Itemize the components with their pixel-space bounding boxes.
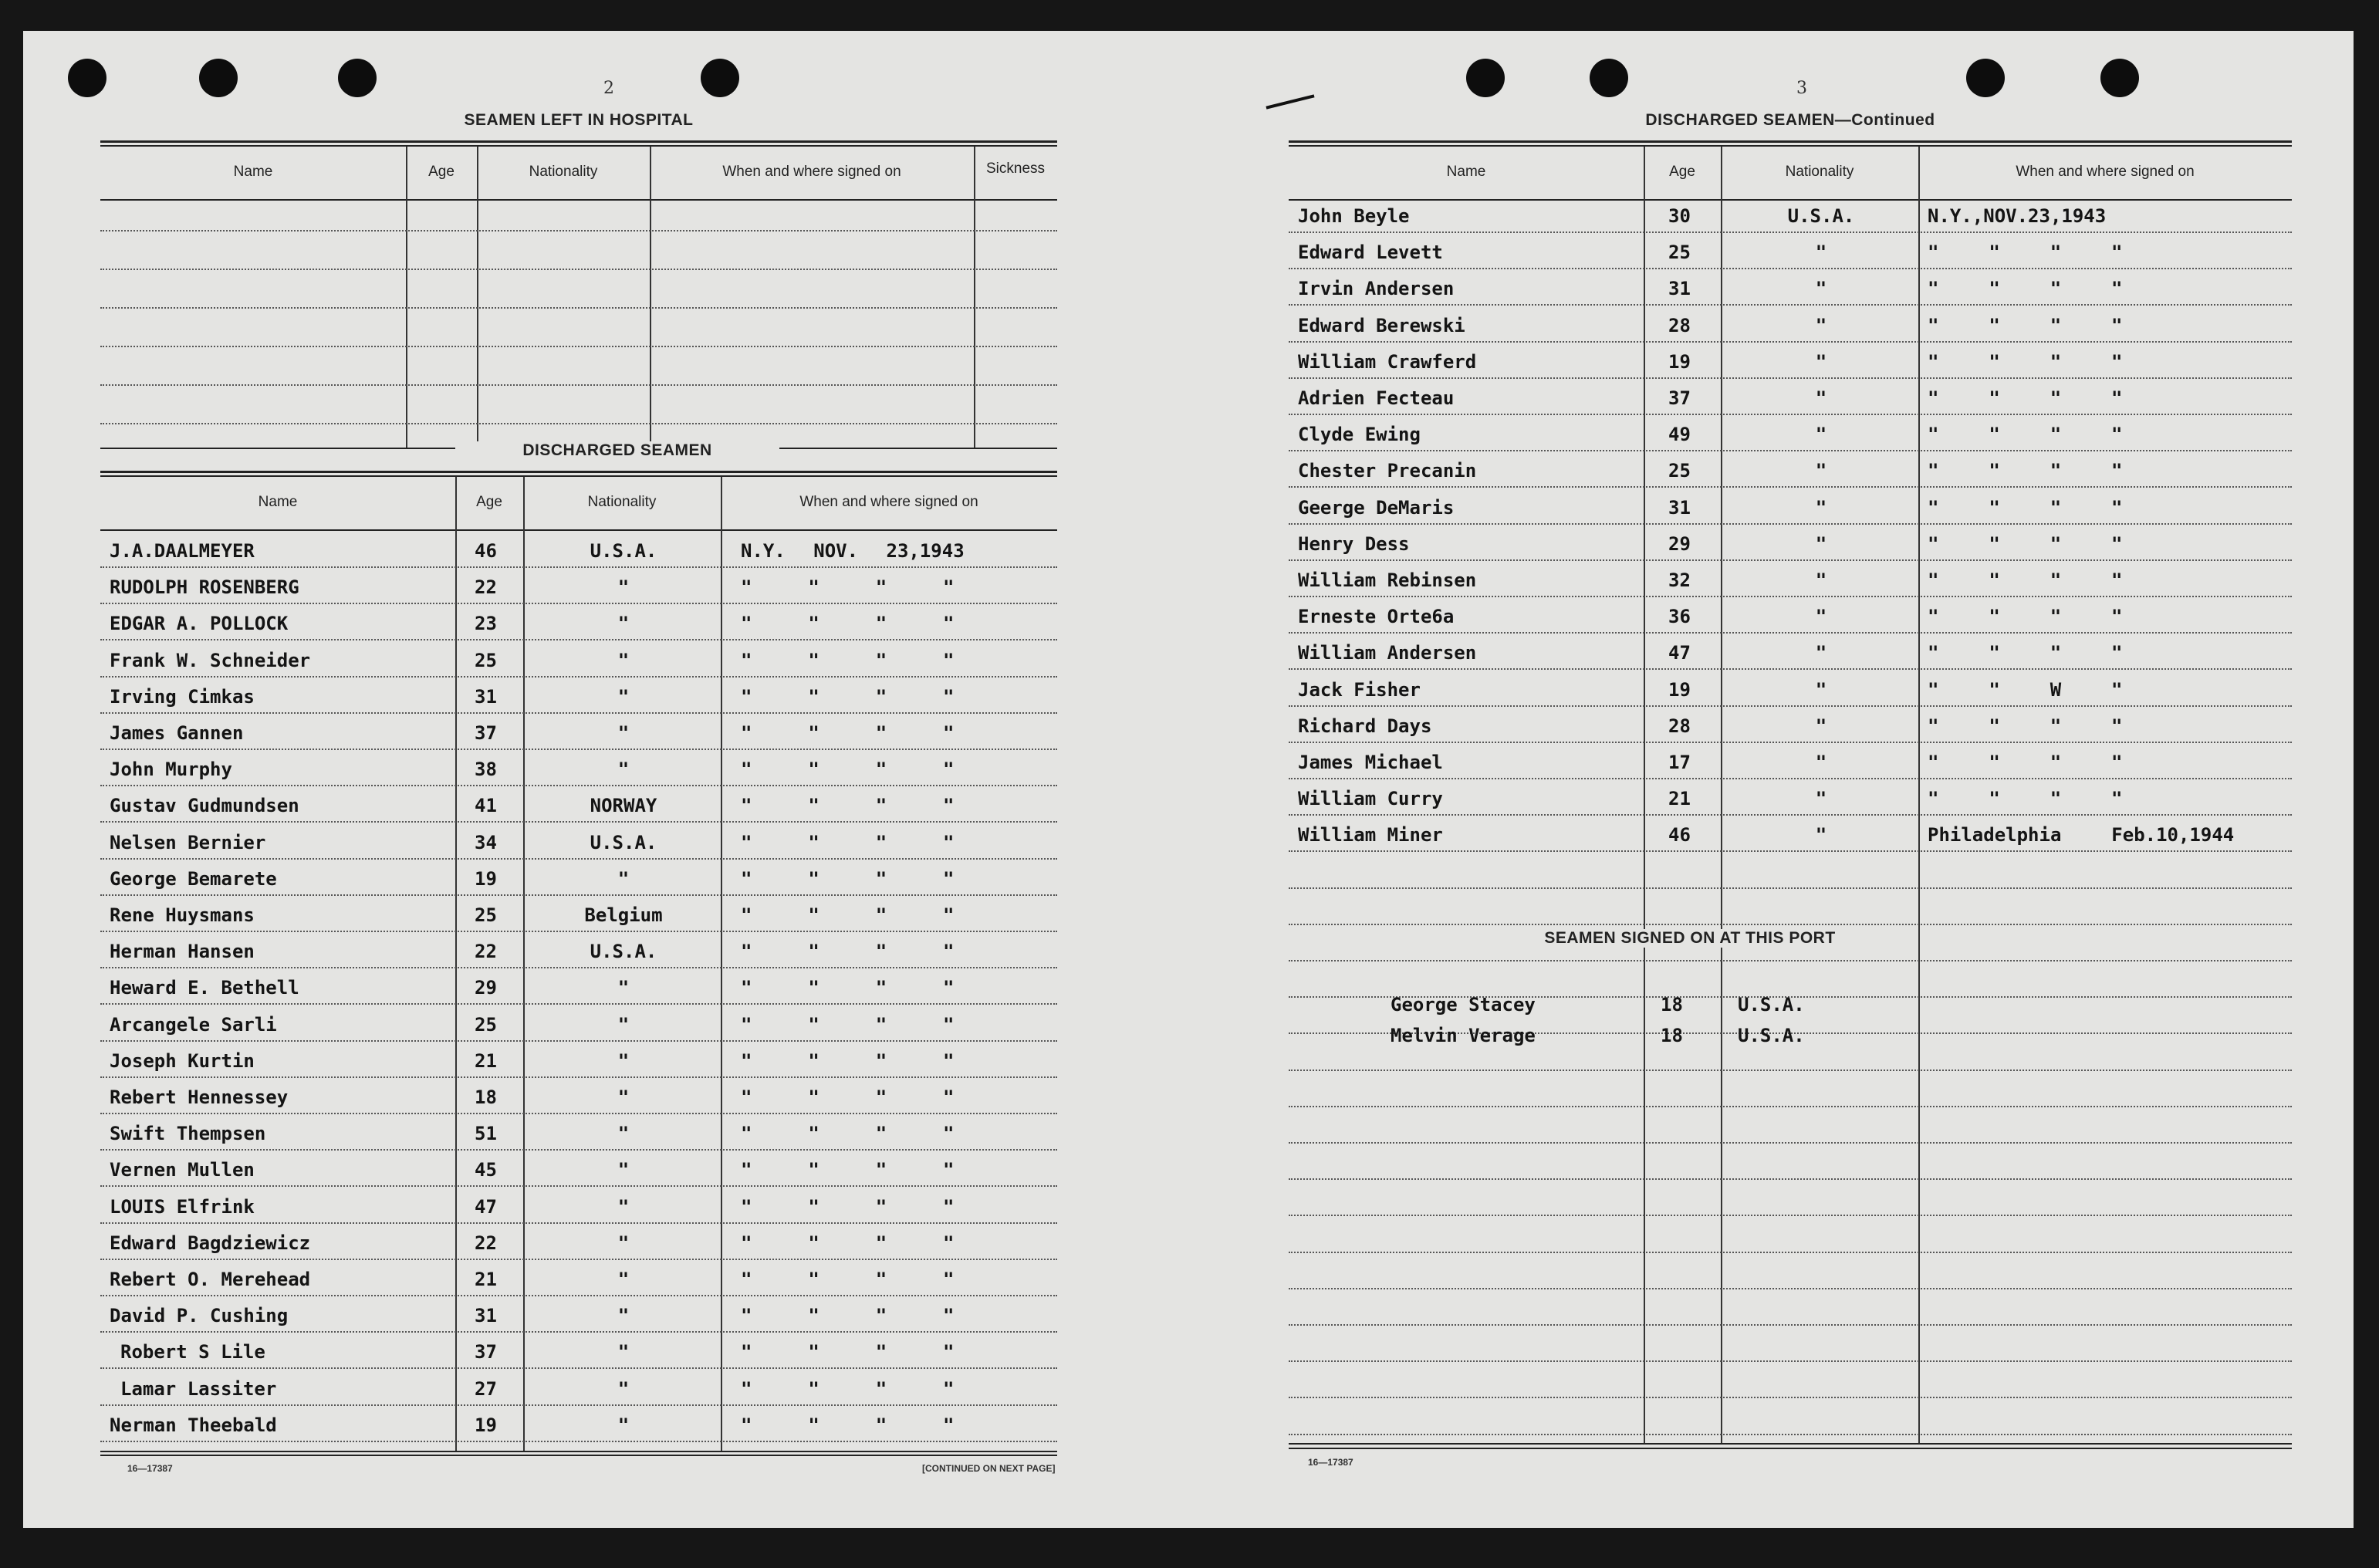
seaman-age: 45 (475, 1159, 497, 1181)
row-line (100, 566, 1057, 568)
row-line (1289, 960, 2292, 961)
left-page (23, 31, 1188, 1528)
seaman-nationality: NORWAY (590, 795, 657, 817)
port-seaman-name: Melvin Verage (1391, 1025, 1536, 1046)
seaman-age: 47 (1668, 642, 1691, 664)
seaman-signed-on: " " " " (1928, 606, 2123, 628)
seaman-age: 22 (475, 1232, 497, 1254)
hospital-title: SEAMEN LEFT IN HOSPITAL (464, 111, 694, 129)
seaman-signed-on: " " " " (1928, 569, 2123, 591)
seaman-signed-on: " " " " (1928, 496, 2123, 519)
port-seaman-name: George Stacey (1391, 994, 1536, 1015)
seaman-name: Robert S Lile (120, 1341, 265, 1364)
seaman-age: 21 (1668, 788, 1691, 810)
port-seaman-nationality: U.S.A. (1738, 994, 1805, 1015)
r-col-nationality: Nationality (1785, 164, 1854, 180)
row-line (1289, 632, 2292, 634)
seaman-signed-on: " " " " (741, 1195, 955, 1218)
seaman-nationality: " (1815, 532, 1827, 555)
seaman-nationality: " (1815, 278, 1827, 300)
seaman-name: William Curry (1298, 788, 1443, 810)
seaman-nationality: " (617, 867, 630, 890)
seaman-name: John Murphy (110, 759, 232, 781)
seaman-nationality: " (617, 977, 630, 999)
seaman-nationality: " (1815, 496, 1827, 519)
seaman-name: Gustav Gudmundsen (110, 795, 299, 817)
row-line (100, 1040, 1057, 1042)
hosp-row-line (100, 269, 1057, 270)
seaman-age: 37 (475, 1341, 497, 1364)
seaman-name: Rene Huysmans (110, 904, 255, 926)
seaman-name: James Gannen (110, 722, 244, 744)
seaman-age: 19 (475, 867, 497, 890)
port-title: SEAMEN SIGNED ON AT THIS PORT (1497, 929, 1883, 948)
row-line (100, 1259, 1057, 1260)
seaman-age: 31 (1668, 496, 1691, 519)
seaman-age: 22 (475, 576, 497, 599)
dis-col-divider (721, 477, 722, 1451)
row-line (100, 603, 1057, 604)
row-line (1289, 1288, 2292, 1289)
seaman-signed-on: " " " " (1928, 788, 2123, 810)
seaman-name: Irvin Andersen (1298, 278, 1455, 300)
row-line (100, 821, 1057, 823)
seaman-name: Henry Dess (1298, 532, 1410, 555)
seaman-signed-on: " " " " (1928, 387, 2123, 409)
seaman-age: 28 (1668, 715, 1691, 737)
seaman-signed-on: " " " " (741, 1123, 955, 1145)
right-bottom-rule (1289, 1443, 2292, 1445)
port-seaman-age: 18 (1661, 1025, 1683, 1046)
seaman-name: EDGAR A. POLLOCK (110, 613, 289, 635)
seaman-age: 28 (1668, 314, 1691, 336)
seaman-age: 46 (475, 540, 497, 562)
seaman-age: 25 (475, 649, 497, 671)
pen-mark (1266, 94, 1314, 109)
row-line (100, 1222, 1057, 1224)
seaman-nationality: " (1815, 678, 1827, 701)
seaman-nationality: " (1815, 752, 1827, 773)
seaman-nationality: " (617, 1305, 630, 1327)
row-line (100, 858, 1057, 860)
seaman-signed-on: " " " " (1928, 350, 2123, 373)
r-col-signed: When and where signed on (2016, 164, 2195, 180)
seaman-age: 17 (1668, 752, 1691, 773)
row-line (100, 1295, 1057, 1296)
right-top-rule-2 (1289, 145, 2292, 147)
row-line (100, 1003, 1057, 1005)
seaman-nationality: " (1815, 314, 1827, 336)
row-line (100, 894, 1057, 896)
seaman-signed-on: " " " " (741, 795, 955, 817)
seaman-age: 19 (1668, 350, 1691, 373)
seaman-signed-on: " " " " (741, 1305, 955, 1327)
seaman-age: 29 (1668, 532, 1691, 555)
seaman-name: Swift Thempsen (110, 1123, 266, 1145)
row-line (1289, 778, 2292, 779)
hosp-col-signed: When and where signed on (722, 164, 901, 180)
page-number: 2 (603, 79, 614, 98)
seaman-nationality: " (617, 576, 630, 599)
seaman-signed-on: " " " " (741, 1232, 955, 1254)
seaman-nationality: " (1815, 788, 1827, 810)
row-line (100, 712, 1057, 714)
seaman-signed-on: " " " " (741, 831, 955, 853)
right-top-rule (1289, 140, 2292, 143)
seaman-age: 25 (475, 904, 497, 926)
seaman-nationality: " (617, 1414, 630, 1436)
punch-hole-icon (1590, 59, 1628, 97)
seaman-nationality: " (617, 613, 630, 635)
row-line (1289, 924, 2292, 925)
seaman-signed-on: N.Y.,NOV.23,1943 (1928, 205, 2107, 227)
seaman-name: Jack Fisher (1298, 678, 1421, 701)
seaman-age: 19 (1668, 678, 1691, 701)
seaman-age: 30 (1668, 205, 1691, 227)
row-line (100, 676, 1057, 678)
seaman-name: Rebert Hennessey (110, 1086, 289, 1108)
seaman-signed-on: " " " " (741, 759, 955, 781)
seaman-signed-on: " " " " (741, 1159, 955, 1181)
seaman-nationality: " (617, 759, 630, 781)
seaman-signed-on: " " " " (741, 685, 955, 708)
hosp-col-divider (477, 147, 478, 448)
hosp-col-divider (650, 147, 651, 448)
seaman-age: 25 (475, 1013, 497, 1036)
right-bottom-rule-2 (1289, 1448, 2292, 1449)
dis-col-name: Name (258, 494, 298, 510)
seaman-signed-on: " " " " (1928, 424, 2123, 446)
seaman-signed-on: " " " " (741, 1341, 955, 1364)
seaman-age: 37 (475, 722, 497, 744)
seaman-age: 34 (475, 831, 497, 853)
hosp-col-sickness: Sickness (985, 161, 1046, 177)
row-line (1289, 1106, 2292, 1107)
seaman-name: Erneste Orte6a (1298, 606, 1455, 628)
discharged-top-rule-2 (100, 475, 1057, 477)
seaman-name: Richard Days (1298, 715, 1432, 737)
seaman-nationality: " (617, 1232, 630, 1254)
hosp-row-line (100, 230, 1057, 231)
seaman-name: William Andersen (1298, 642, 1477, 664)
seaman-name: Irving Cimkas (110, 685, 255, 708)
seaman-signed-on: " " " " (741, 1269, 955, 1290)
seaman-nationality: " (1815, 569, 1827, 591)
seaman-nationality: " (1815, 715, 1827, 737)
row-line (1289, 268, 2292, 269)
seaman-name: William Crawferd (1298, 350, 1477, 373)
hosp-col-divider (974, 147, 975, 448)
row-line (1289, 486, 2292, 488)
dis-col-divider (523, 477, 525, 1451)
dis-col-nationality: Nationality (587, 494, 657, 510)
seaman-nationality: U.S.A. (1787, 205, 1855, 227)
seaman-nationality: " (1815, 460, 1827, 482)
dis-col-age: Age (476, 494, 502, 510)
punch-hole-icon (2100, 59, 2139, 97)
seaman-signed-on: " " " " (741, 576, 955, 599)
form-code: 16—17387 (1308, 1457, 1353, 1468)
row-line (1289, 304, 2292, 306)
seaman-age: 25 (1668, 460, 1691, 482)
seaman-name: James Michael (1298, 752, 1443, 773)
seaman-signed-on: Philadelphia Feb.10,1944 (1928, 824, 2235, 847)
seaman-signed-on: " " " " (741, 722, 955, 744)
seaman-signed-on: " " " " (1928, 278, 2123, 300)
seaman-nationality: " (617, 685, 630, 708)
seaman-nationality: U.S.A. (590, 540, 657, 562)
seaman-name: Edward Bagdziewicz (110, 1232, 311, 1254)
hosp-col-divider (406, 147, 407, 448)
seaman-age: 38 (475, 759, 497, 781)
form-code: 16—17387 (127, 1463, 173, 1474)
row-line (1289, 1360, 2292, 1362)
row-line (1289, 414, 2292, 415)
row-line (100, 1367, 1057, 1369)
seaman-signed-on: " " " " (1928, 460, 2123, 482)
dis-header-rule (100, 529, 1057, 531)
row-line (1289, 1434, 2292, 1435)
seaman-name: Heward E. Bethell (110, 977, 299, 999)
hospital-top-rule (100, 140, 1057, 143)
row-line (100, 1076, 1057, 1078)
seaman-age: 47 (475, 1195, 497, 1218)
seaman-nationality: " (617, 1195, 630, 1218)
seaman-nationality: " (1815, 824, 1827, 847)
seaman-age: 31 (475, 685, 497, 708)
seaman-signed-on: " " W " (1928, 678, 2123, 701)
seaman-name: J.A.DAALMEYER (110, 540, 255, 562)
seaman-age: 25 (1668, 242, 1691, 264)
seaman-age: 21 (475, 1269, 497, 1290)
seaman-nationality: " (617, 1049, 630, 1072)
seaman-nationality: " (1815, 242, 1827, 264)
seaman-signed-on: " " " " (741, 1049, 955, 1072)
seaman-age: 31 (475, 1305, 497, 1327)
seaman-age: 46 (1668, 824, 1691, 847)
seaman-signed-on: " " " " (1928, 715, 2123, 737)
seaman-age: 19 (475, 1414, 497, 1436)
row-line (100, 749, 1057, 750)
seaman-signed-on: " " " " (1928, 642, 2123, 664)
seaman-signed-on: " " " " (741, 1086, 955, 1108)
seaman-age: 41 (475, 795, 497, 817)
discharged-title: DISCHARGED SEAMEN (455, 441, 779, 460)
row-line (100, 1113, 1057, 1114)
seaman-name: Edward Berewski (1298, 314, 1465, 336)
seaman-nationality: " (617, 1086, 630, 1108)
dis-col-signed: When and where signed on (799, 494, 978, 510)
row-line (100, 639, 1057, 640)
seaman-nationality: U.S.A. (590, 831, 657, 853)
seaman-age: 31 (1668, 278, 1691, 300)
seaman-signed-on: " " " " (741, 613, 955, 635)
row-line (1289, 341, 2292, 343)
seaman-age: 32 (1668, 569, 1691, 591)
seaman-nationality: " (617, 1159, 630, 1181)
seaman-age: 18 (475, 1086, 497, 1108)
seaman-name: Arcangele Sarli (110, 1013, 277, 1036)
seaman-signed-on: " " " " (741, 1377, 955, 1400)
port-seaman-age: 18 (1661, 994, 1683, 1015)
seaman-name: William Rebinsen (1298, 569, 1477, 591)
seaman-age: 23 (475, 613, 497, 635)
row-line (1289, 377, 2292, 379)
seaman-signed-on: " " " " (741, 977, 955, 999)
seaman-age: 51 (475, 1123, 497, 1145)
row-line (100, 1404, 1057, 1406)
seaman-name: Nelsen Bernier (110, 831, 266, 853)
punch-hole-icon (1466, 59, 1505, 97)
hospital-top-rule-2 (100, 145, 1057, 147)
seaman-name: Nerman Theebald (110, 1414, 277, 1436)
seaman-age: 36 (1668, 606, 1691, 628)
seaman-signed-on: " " " " (741, 904, 955, 926)
seaman-nationality: " (1815, 642, 1827, 664)
seaman-nationality: " (617, 649, 630, 671)
dis-col-divider (455, 477, 457, 1451)
seaman-name: RUDOLPH ROSENBERG (110, 576, 299, 599)
row-line (1289, 1215, 2292, 1216)
page-number: 3 (1796, 79, 1807, 98)
seaman-name: George Bemarete (110, 867, 277, 890)
seaman-name: Frank W. Schneider (110, 649, 311, 671)
seaman-nationality: " (617, 722, 630, 744)
hosp-row-line (100, 384, 1057, 386)
discharged-continued-title: DISCHARGED SEAMEN—Continued (1645, 111, 1935, 129)
seaman-signed-on: " " " " (741, 941, 955, 963)
seaman-age: 37 (1668, 387, 1691, 409)
punch-hole-icon (701, 59, 739, 97)
hosp-col-name: Name (233, 164, 273, 180)
seaman-nationality: " (617, 1341, 630, 1364)
seaman-name: Herman Hansen (110, 941, 255, 963)
punch-hole-icon (1966, 59, 2005, 97)
row-line (1289, 523, 2292, 525)
port-seaman-nationality: U.S.A. (1738, 1025, 1805, 1046)
r-col-name: Name (1446, 164, 1486, 180)
row-line (1289, 450, 2292, 451)
seaman-signed-on: " " " " (1928, 532, 2123, 555)
row-line (1289, 668, 2292, 670)
seaman-age: 49 (1668, 424, 1691, 446)
seaman-name: Vernen Mullen (110, 1159, 255, 1181)
hosp-row-line (100, 423, 1057, 424)
seaman-age: 22 (475, 941, 497, 963)
seaman-signed-on: N.Y. NOV. 23,1943 (741, 540, 965, 562)
seaman-name: John Beyle (1298, 205, 1410, 227)
r-col-age: Age (1669, 164, 1695, 180)
document-sheet (23, 31, 2354, 1528)
seaman-age: 29 (475, 977, 497, 999)
punch-hole-icon (68, 59, 106, 97)
row-line (1289, 1178, 2292, 1180)
punch-hole-icon (199, 59, 238, 97)
row-line (1289, 850, 2292, 852)
row-line (100, 1149, 1057, 1151)
dis-bottom-rule (100, 1451, 1057, 1452)
continued-note: [CONTINUED ON NEXT PAGE] (922, 1463, 1056, 1474)
row-line (100, 967, 1057, 968)
hosp-header-rule (100, 199, 1057, 201)
row-line (100, 1441, 1057, 1442)
hosp-col-nationality: Nationality (529, 164, 598, 180)
right-page (1188, 31, 2354, 1528)
seaman-age: 27 (475, 1377, 497, 1400)
row-line (100, 785, 1057, 786)
row-line (1289, 814, 2292, 816)
seaman-name: Lamar Lassiter (120, 1377, 277, 1400)
row-line (100, 1185, 1057, 1187)
seaman-nationality: " (617, 1269, 630, 1290)
seaman-nationality: " (617, 1013, 630, 1036)
hosp-col-age: Age (428, 164, 455, 180)
row-line (1289, 887, 2292, 889)
row-line (1289, 1252, 2292, 1253)
row-line (100, 931, 1057, 932)
hosp-row-line (100, 307, 1057, 309)
seaman-name: David P. Cushing (110, 1305, 289, 1327)
dis-bottom-rule-2 (100, 1455, 1057, 1456)
seaman-nationality: " (1815, 387, 1827, 409)
seaman-signed-on: " " " " (741, 1013, 955, 1036)
seaman-nationality: Belgium (584, 904, 663, 926)
seaman-nationality: " (617, 1377, 630, 1400)
seaman-signed-on: " " " " (1928, 314, 2123, 336)
hosp-row-line (100, 346, 1057, 347)
seaman-name: William Miner (1298, 824, 1443, 847)
seaman-name: Adrien Fecteau (1298, 387, 1455, 409)
row-line (1289, 559, 2292, 561)
row-line (1289, 1142, 2292, 1144)
seaman-nationality: " (617, 1123, 630, 1145)
seaman-nationality: " (1815, 350, 1827, 373)
row-line (1289, 231, 2292, 233)
seaman-age: 21 (475, 1049, 497, 1072)
seaman-signed-on: " " " " (1928, 242, 2123, 264)
seaman-name: Joseph Kurtin (110, 1049, 255, 1072)
seaman-name: Rebert O. Merehead (110, 1269, 311, 1290)
row-line (1289, 596, 2292, 597)
seaman-name: Geerge DeMaris (1298, 496, 1455, 519)
seaman-name: LOUIS Elfrink (110, 1195, 255, 1218)
seaman-name: Clyde Ewing (1298, 424, 1421, 446)
seaman-signed-on: " " " " (741, 1414, 955, 1436)
seaman-nationality: " (1815, 424, 1827, 446)
row-line (1289, 1397, 2292, 1398)
seaman-signed-on: " " " " (1928, 752, 2123, 773)
discharged-top-rule (100, 471, 1057, 473)
row-line (100, 1331, 1057, 1333)
row-line (1289, 1070, 2292, 1071)
seaman-nationality: " (1815, 606, 1827, 628)
seaman-name: Chester Precanin (1298, 460, 1477, 482)
row-line (1289, 705, 2292, 707)
seaman-nationality: U.S.A. (590, 941, 657, 963)
row-line (1289, 1324, 2292, 1326)
punch-hole-icon (338, 59, 377, 97)
right-header-rule (1289, 199, 2292, 201)
row-line (1289, 742, 2292, 743)
seaman-signed-on: " " " " (741, 649, 955, 671)
seaman-signed-on: " " " " (741, 867, 955, 890)
seaman-name: Edward Levett (1298, 242, 1443, 264)
